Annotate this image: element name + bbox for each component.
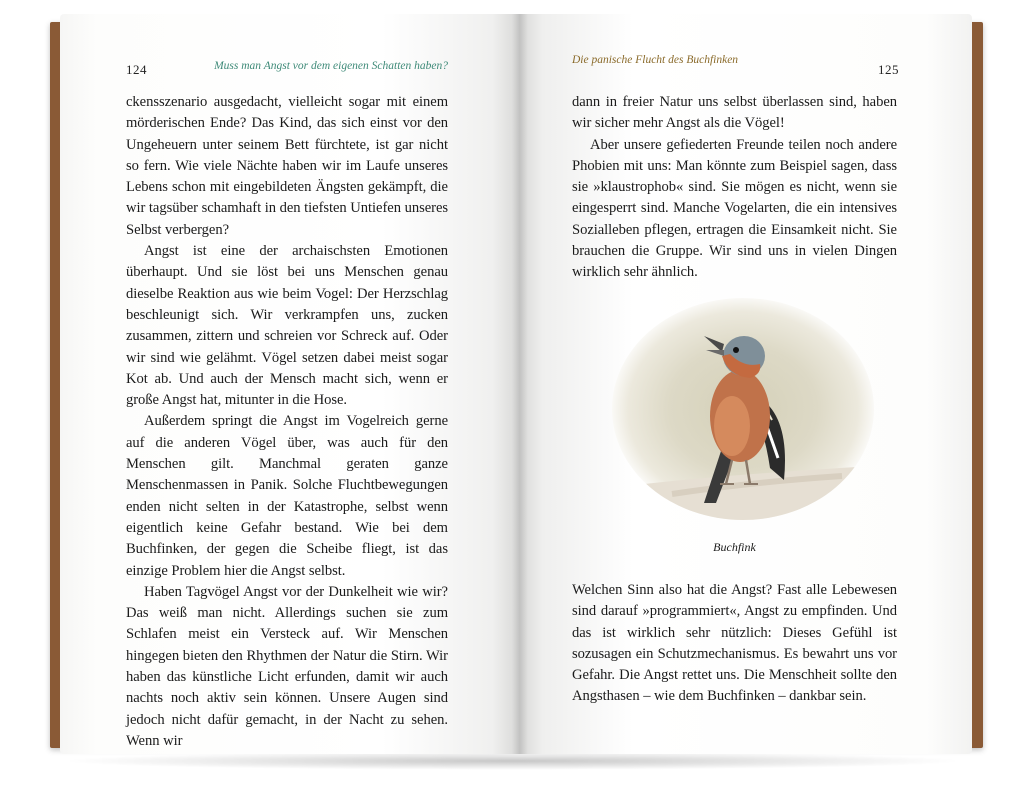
chaffinch-image <box>612 298 874 520</box>
chaffinch-illustration <box>612 298 874 520</box>
right-paragraph: dann in freier Natur uns selbst überlassen sind, haben wir sicher mehr Angst als die Vögel! <box>572 94 897 132</box>
right-body-text-top <box>572 92 897 284</box>
book-gutter <box>512 14 528 754</box>
left-paragraph: Haben Tagvögel Angst vor der Dunkelheit wie wir? Das weiß man nicht. Allerdings suchen sie zum Schlafen meist ein Versteck auf. Wir Menschen hingegen bieten den Rhythmen der Natur die Stirn. Wir haben das künstliche Licht erfunden, damit wir auch nachts noch aktiv sein können. Unsere Augen sind jedoch nicht dafür gemacht, in der Nacht zu sehen. Wenn wir <box>126 583 448 749</box>
right-body-text-bottom <box>572 580 897 708</box>
left-paragraph: Außerdem springt die Angst im Vogelreich gerne auf die anderen Vögel über, was auch für den Menschen gilt. Manchmal geraten ganze Menschenmassen in Panik. Solche Fluchtbewegungen enden nicht selten in der Katastrophe, selbst wenn eigentlich keine Gefahr bestand. Wie bei dem Buchfinken, der gegen die Scheibe fliegt, ist das einzige Problem hier die Angst selbst. <box>126 413 448 579</box>
image-caption: Buchfink <box>713 540 756 554</box>
left-running-head: Muss man Angst vor dem eigenen Schatten haben? <box>214 60 448 72</box>
left-body-text <box>126 92 448 752</box>
right-paragraph: Welchen Sinn also hat die Angst? Fast alle Lebewesen sind darauf »programmiert«, Angst zu empfinden. Und das ist wirklich sehr nützlich: Dieses Gefühl ist sozusagen ein Schutzmechanismus. Es bewahrt uns vor Gefahr. Die Angst rettet uns. Die Menschheit sollte den Angsthasen – wie dem Buchfinken – dankbar sein. <box>572 582 897 705</box>
left-page-number: 124 <box>126 62 147 77</box>
left-paragraph: ckensszenario ausgedacht, vielleicht sogar mit einem mörderischen Ende? Das Kind, das sich einst vor den Ungeheuern unter seinem Bett fürchtete, ist gar nicht so fern. Wie viele Nächte haben wir im Laufe unseres Lebens schon mit eingebildeten Ängsten gekämpft, die wir tagsüber schamhaft in den tiefsten Untiefen unseres Selbst verbergen? <box>126 94 448 238</box>
right-paragraph: Aber unsere gefiederten Freunde teilen noch andere Phobien mit uns: Man könnte zum Beispiel sagen, dass sie »klaustrophob« sind. Sie mögen es nicht, wenn sie eingesperrt sind. Manche Vogelarten, die ein intensives Sozialleben pflegen, ertragen die Einsamkeit nicht. Sie brauchen die Gruppe. Wir sind uns in vielen Dingen wirklich sehr ähnlich. <box>572 136 897 281</box>
right-running-head: Die panische Flucht des Buchfinken <box>572 54 739 66</box>
book-shadow <box>60 752 965 770</box>
left-paragraph: Angst ist eine der archaischsten Emotionen überhaupt. Und sie löst bei uns Menschen genau dieselbe Reaktion aus wie beim Vogel: Der Herzschlag beschleunigt sich. Wir verkrampfen uns, zucken zusammen, zittern und schreien vor Schreck auf. Oder wir sind wie gelähmt. Vögel setzen dabei meist sogar Kot ab. Und auch der Mensch macht sich, wenn er große Angst hat, mitunter in die Hose. <box>126 243 448 409</box>
right-page-number: 125 <box>878 62 899 77</box>
